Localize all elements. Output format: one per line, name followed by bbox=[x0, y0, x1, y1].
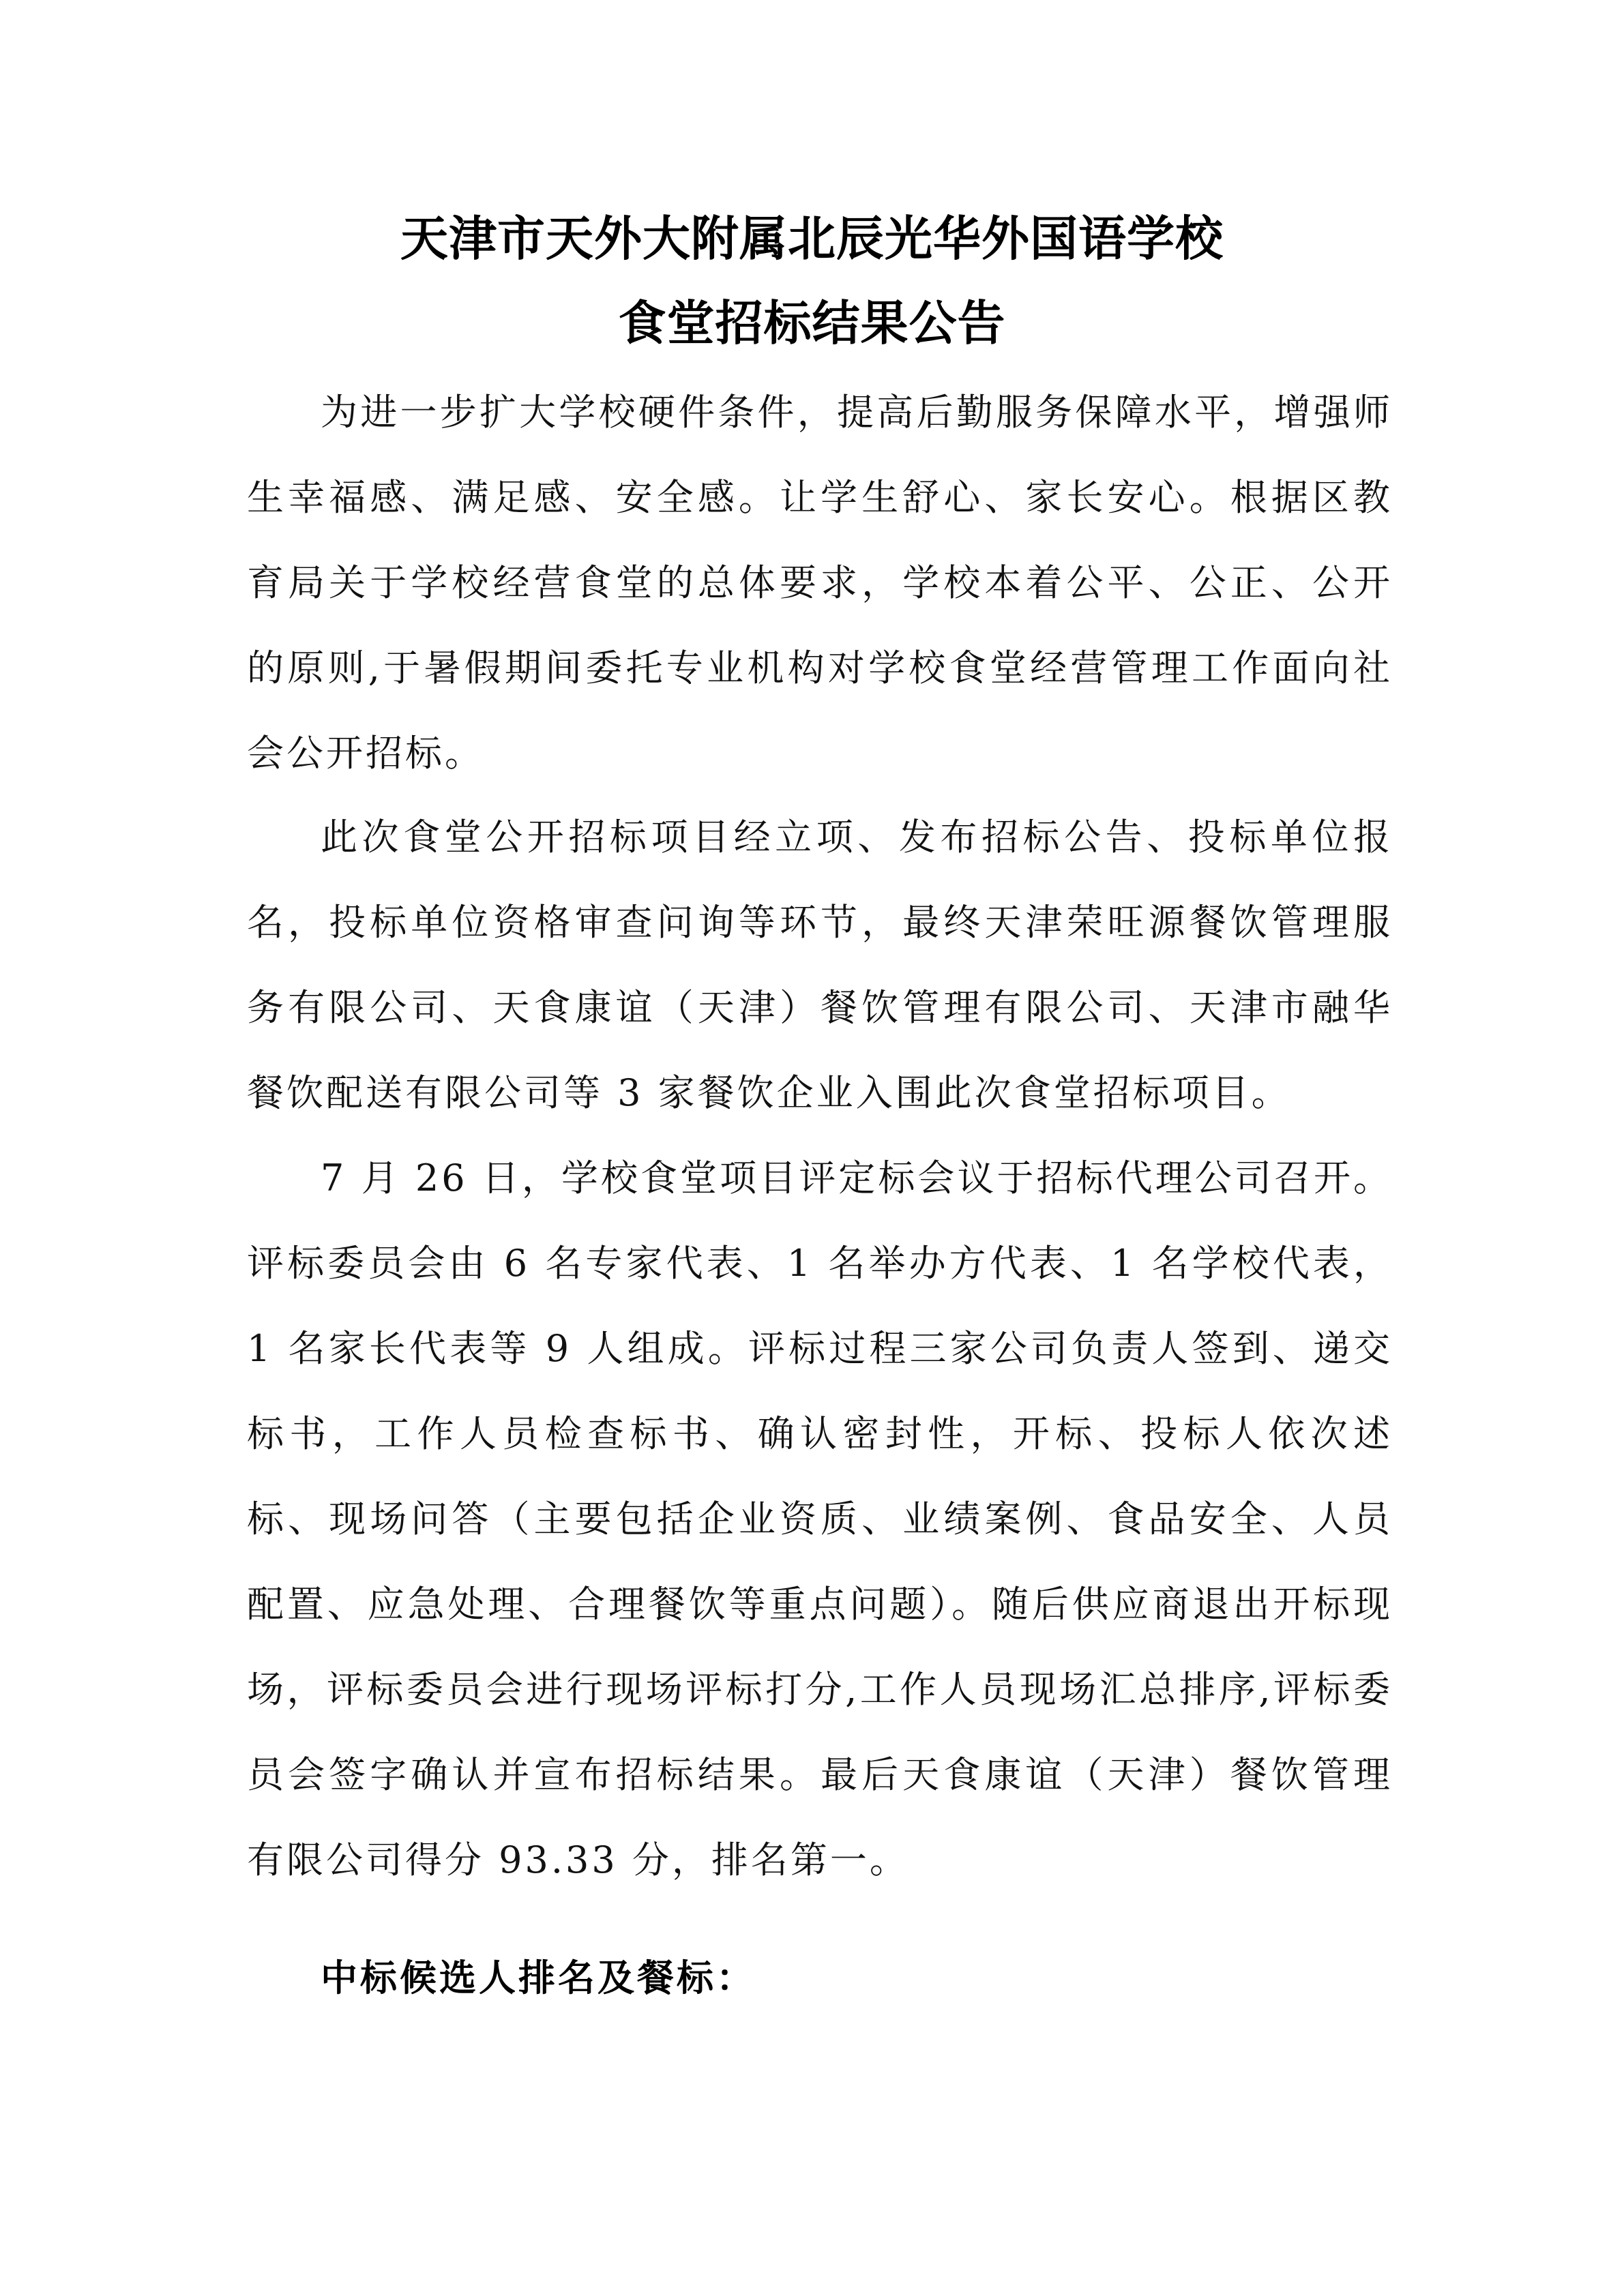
document-title-line1: 天津市天外大附属北辰光华外国语学校 bbox=[400, 211, 1224, 267]
paragraph-evaluation: 7 月 26 日，学校食堂项目评定标会议于招标代理公司召开。评标委员会由 6 名专家代表、1 名举办方代表、1 名学校代表，1 名家长代表等 9 人组成。评标过程三家公司负责人签到、递交标书，工作人员检查标书、确认密封性，开标、投标人依次述标、现场问答（主要包括企业资质、业绩案例、食品安全、人员配置、应急处理、合理餐饮等重点问题）。随后供应商退出开标现场，评标委员会进行现场评标打分,工作人员现场汇总排序,评标委员会签字确认并宣布招标结果。最后天食康谊（天津）餐饮管理有限公司得分 93.33 分，排名第一。 bbox=[247, 1157, 1393, 1881]
section-heading-candidates: 中标候选人排名及餐标： bbox=[321, 1956, 756, 1999]
paragraph-bidders: 此次食堂公开招标项目经立项、发布招标公告、投标单位报名，投标单位资格审查问询等环节，最终天津荣旺源餐饮管理服务有限公司、天食康谊（天津）餐饮管理有限公司、天津市融华餐饮配送有限公司等 3 家餐饮企业入围此次食堂招标项目。 bbox=[247, 816, 1393, 1114]
document-title-line2: 食堂招标结果公告 bbox=[618, 295, 1006, 351]
paragraph-intro: 为进一步扩大学校硬件条件，提高后勤服务保障水平，增强师生幸福感、满足感、安全感。让学生舒心、家长安心。根据区教育局关于学校经营食堂的总体要求，学校本着公平、公正、公开的原则,于暑假期间委托专业机构对学校食堂经营管理工作面向社会公开招标。 bbox=[247, 391, 1393, 775]
